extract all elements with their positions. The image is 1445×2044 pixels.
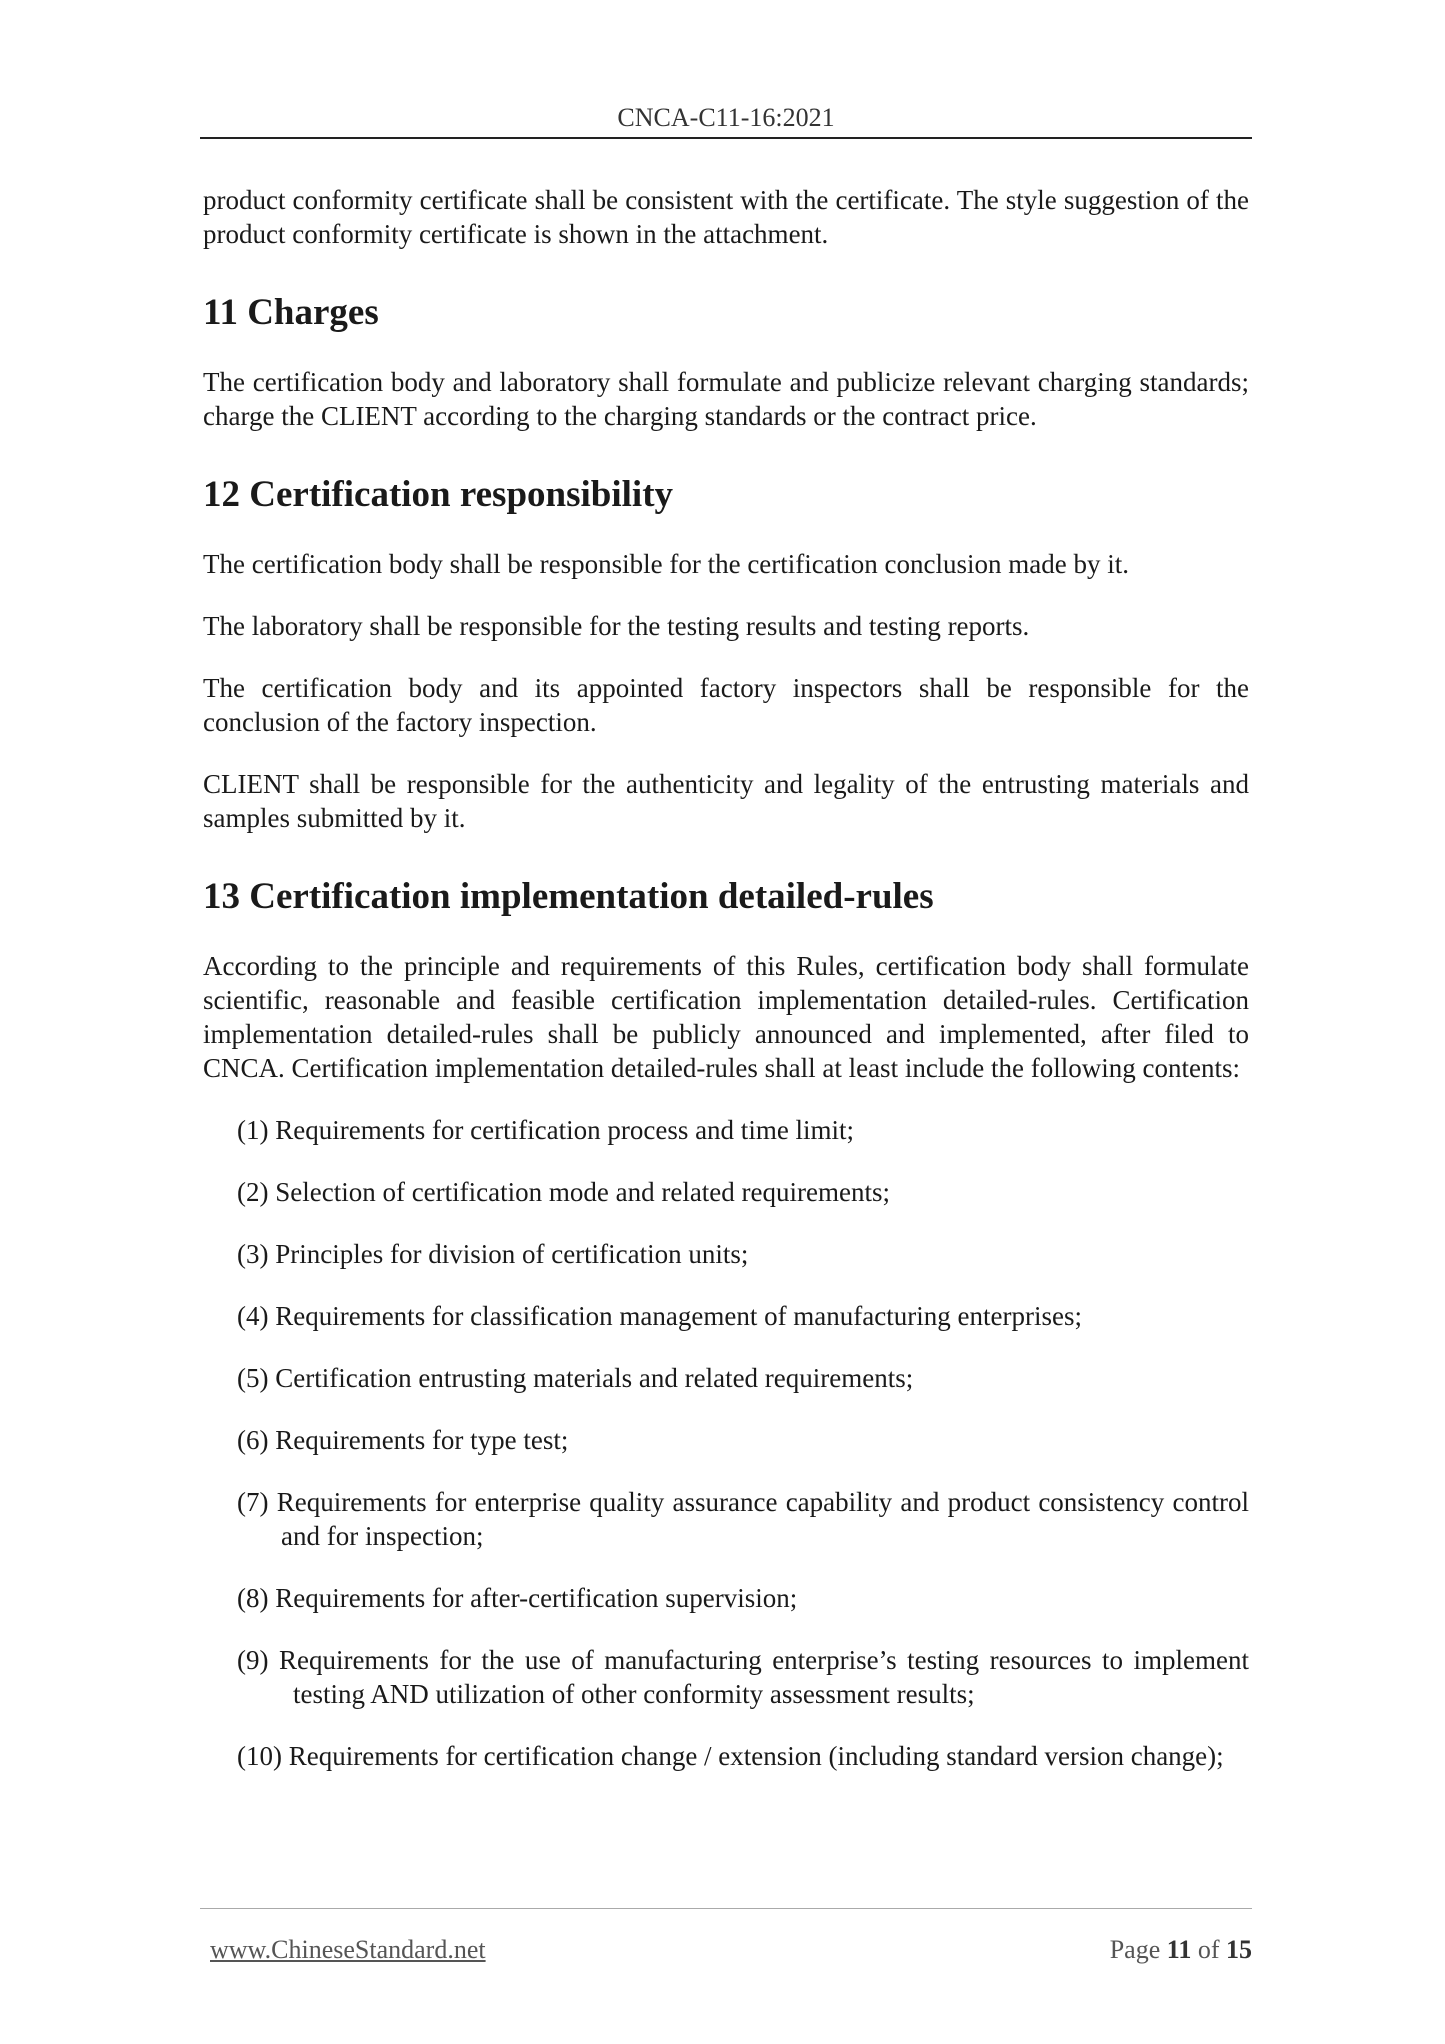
section-12-paragraph: The certification body and its appointed factory inspectors shall be responsible for the conclusion of the factory inspection. xyxy=(203,673,1249,737)
list-item: (9) Requirements for the use of manufacturing enterprise’s testing resources to implement testing AND utilization of other conformity assessment results; xyxy=(237,1645,1249,1709)
section-11-heading: 11 Charges xyxy=(203,292,379,333)
footer-divider xyxy=(200,1908,1252,1909)
page-label: Page xyxy=(1109,1935,1161,1964)
section-12-paragraph: CLIENT shall be responsible for the authenticity and legality of the entrusting materials and samples submitted by it. xyxy=(203,769,1249,833)
list-item: (1) Requirements for certification process and time limit; xyxy=(237,1115,855,1145)
section-12-heading: 12 Certification responsibility xyxy=(203,474,674,515)
section-13-paragraph: According to the principle and requirements of this Rules, certification body shall formulate scientific, reasonable and feasible certification implementation detailed-rules. Certification implementation detailed-rules shall be publicly announced and implemented, after filed to CNCA. Certification implementation detailed-rules shall at least include the following contents: xyxy=(203,951,1249,1083)
list-item: (10) Requirements for certification change / extension (including standard version change); xyxy=(237,1741,1224,1771)
section-12-paragraph: The laboratory shall be responsible for the testing results and testing reports. xyxy=(203,611,1030,641)
page-indicator xyxy=(1110,1935,1252,1965)
list-item: (8) Requirements for after-certification supervision; xyxy=(237,1583,798,1613)
page-total: 15 xyxy=(1226,1935,1252,1964)
list-item: (4) Requirements for classification management of manufacturing enterprises; xyxy=(237,1301,1082,1331)
page-of-label: of xyxy=(1197,1935,1220,1964)
section-13-heading: 13 Certification implementation detailed-rules xyxy=(203,876,934,917)
list-item: (3) Principles for division of certification units; xyxy=(237,1239,749,1269)
list-item: (6) Requirements for type test; xyxy=(237,1425,569,1455)
website-link[interactable]: www.ChineseStandard.net xyxy=(210,1935,486,1964)
intro-paragraph: product conformity certificate shall be consistent with the certificate. The style suggestion of the product conformity certificate is shown in the attachment. xyxy=(203,185,1249,249)
section-12-paragraph: The certification body shall be responsible for the certification conclusion made by it. xyxy=(203,549,1129,579)
list-item: (5) Certification entrusting materials and related requirements; xyxy=(237,1363,914,1393)
header-divider xyxy=(200,137,1252,139)
list-item: (2) Selection of certification mode and related requirements; xyxy=(237,1177,890,1207)
page-current: 11 xyxy=(1166,1935,1192,1964)
document-header: CNCA-C11-16:2021 xyxy=(617,103,835,132)
list-item: (7) Requirements for enterprise quality assurance capability and product consistency control and for inspection; xyxy=(237,1487,1249,1551)
page-content xyxy=(203,183,1249,1801)
section-11-paragraph: The certification body and laboratory shall formulate and publicize relevant charging standards; charge the CLIENT according to the charging standards or the contract price. xyxy=(203,367,1249,431)
